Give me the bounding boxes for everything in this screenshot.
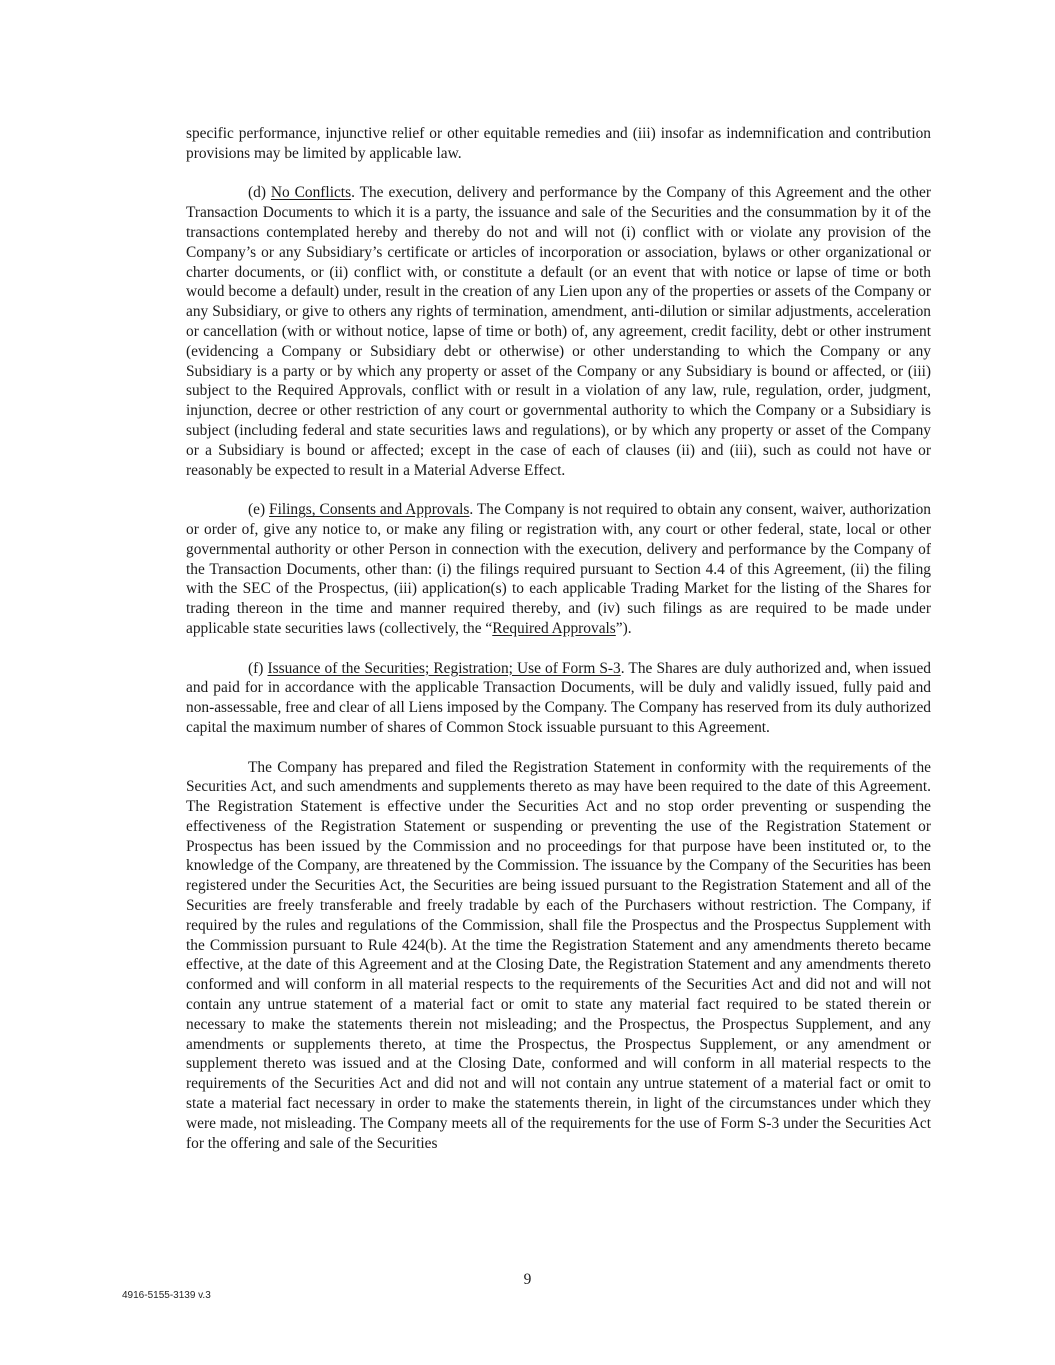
section-f-prefix: (f)	[248, 659, 268, 677]
section-e-closing: ”).	[615, 619, 632, 637]
page-number: 9	[523, 1271, 532, 1288]
section-f-issuance	[186, 659, 931, 738]
document-body	[186, 124, 931, 1173]
registration-statement-paragraph: The Company has prepared and filed the Registration Statement in conformity with the requirements of the Securities Act, and such amendments and supplements thereto as may have been required to the date of this Agreement. The Registration Statement is effective under the Securities Act and no stop order preventing or suspending the effectiveness of the Registration Statement or suspending or preventing the use of the Registration Statement or Prospectus has been issued by the Commission and no proceedings for that purpose have been instituted or, to the knowledge of the Company, are threatened by the Commission. The issuance by the Company of the Securities has been registered under the Securities Act, the Securities are being issued pursuant to the Registration Statement and all of the Securities are freely transferable and freely tradable by each of the Purchasers without restriction. The Company, if required by the rules and regulations of the Commission, shall file the Prospectus and the Prospectus Supplement with the Commission pursuant to Rule 424(b). At the time the Registration Statement and any amendments thereto became effective, at the date of this Agreement and at the Closing Date, the Registration Statement and any amendments thereto conformed and will conform in all material respects to the requirements of the Securities Act and did not and will not contain any untrue statement of a material fact or omit to state any material fact required to be stated therein or necessary to make the statements therein not misleading; and the Prospectus, the Prospectus Supplement, and any amendments or supplements thereto, at time the Prospectus, the Prospectus Supplement, or any amendment or supplement thereto was issued and at the Closing Date, conformed and will conform in all material respects to the requirements of the Securities Act and did not and will not contain any untrue statement of a material fact or omit to state a material fact necessary in order to make the statements therein, in light of the circumstances under which they were made, not misleading. The Company meets all of the requirements for the use of Form S-3 under the Securities Act for the offering and sale of the Securities	[186, 758, 931, 1152]
section-e-prefix: (e)	[248, 501, 270, 519]
section-e-heading: Filings, Consents and Approvals	[269, 501, 470, 519]
section-e-body: . The Company is not required to obtain any consent, waiver, authorization or order of, give any notice to, or make any filing or registration with, any court or other federal, state, local or other governmental authority or other Person in connection with the execution, delivery and performance by the Company of the Transaction Documents, other than: (i) the filings required pursuant to Section 4.4 of this Agreement, (ii) the filing with the SEC of the Prospectus, (iii) application(s) to each applicable Trading Market for the listing of the Shares for trading thereon in the time and manner required thereby, and (iv) such filings as are required to be made under applicable state securities laws (collectively, the “	[186, 501, 931, 637]
continuation-paragraph: specific performance, injunctive relief or other equitable remedies and (iii) insofar as indemnification and contribution provisions may be limited by applicable law.	[186, 125, 931, 162]
section-d-prefix: (d)	[248, 184, 271, 202]
section-e-filings	[186, 500, 931, 639]
section-d-heading: No Conflicts	[270, 184, 352, 202]
section-d-no-conflicts	[186, 183, 931, 480]
section-f-body: . The Shares are duly authorized and, when issued and paid for in accordance with the applicable Transaction Documents, will be duly and validly issued, fully paid and non-assessable, free and clear of all Liens imposed by the Company. The Company has reserved from its duly authorized capital the maximum number of shares of Common Stock issuable pursuant to this Agreement.	[186, 659, 931, 736]
section-e-defined-term: Required Approvals	[492, 619, 616, 637]
section-d-body: . The execution, delivery and performance by the Company of this Agreement and the other Transaction Documents to which it is a party, the issuance and sale of the Securities and the consummation by it of the transactions contemplated hereby and thereby do not and will not (i) conflict with or violate any provision of the Company’s or any Subsidiary’s certificate or articles of incorporation or association, bylaws or other organizational or charter documents, or (ii) conflict with, or constitute a default (or an event that with notice or lapse of time or both would become a default) under, result in the creation of any Lien upon any of the properties or assets of the Company or any Subsidiary, or give to others any rights of termination, amendment, anti-dilution or similar adjustments, acceleration or cancellation (with or without notice, lapse of time or both) of, any agreement, credit facility, debt or other instrument (evidencing a Company or Subsidiary debt or otherwise) or other understanding to which the Company or any Subsidiary is a party or by which any property or asset of the Company or any Subsidiary is bound or affected, or (iii) subject to the Required Approvals, conflict with or result in a violation of any law, rule, regulation, order, judgment, injunction, decree or other restriction of any court or governmental authority to which the Company or a Subsidiary is subject (including federal and state securities laws and regulations), or by which any property or asset of the Company or a Subsidiary is bound or affected; except in the case of each of clauses (ii) and (iii), such as could not have or reasonably be expected to result in a Material Adverse Effect.	[186, 184, 932, 479]
section-f-heading: Issuance of the Securities; Registration; Use of Form S-3	[267, 659, 621, 677]
document-id: 4916-5155-3139 v.3	[122, 1290, 211, 1301]
